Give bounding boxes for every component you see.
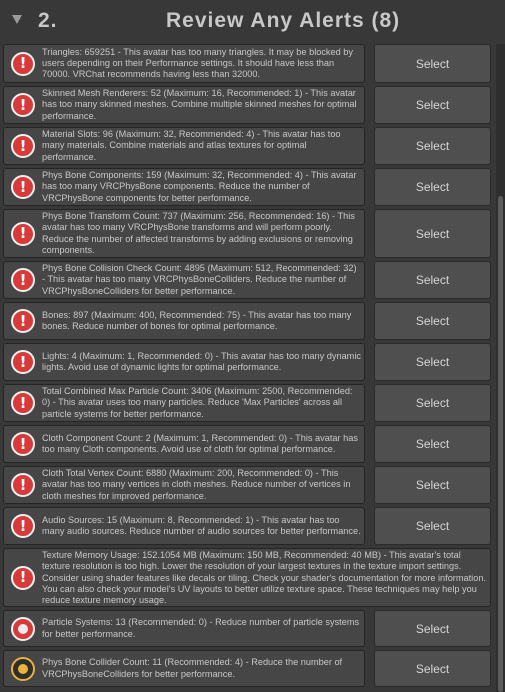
step-number: 2. <box>38 9 58 32</box>
alert-text: Triangles: 659251 - This avatar has too many triangles. It may be blocked by users depending on their Performance settings. It should have less than 70000. VRChat recommends having less than 32000. <box>42 46 354 80</box>
alert-row <box>3 127 496 165</box>
exclamation-glyph: ! <box>19 516 27 535</box>
error-icon <box>11 432 35 456</box>
alert-row <box>3 466 496 504</box>
alert-text: Phys Bone Collision Check Count: 4895 (Maximum: 512, Recommended: 32) - This avatar has too many VRCPhysBoneColliders. Reduce the number of VRCPhysBoneColliders for better performance. <box>42 263 357 296</box>
alert-row <box>3 384 496 422</box>
alert-row <box>3 168 496 206</box>
alert-message-box <box>3 507 365 545</box>
error-icon <box>11 473 35 497</box>
alert-text: Particle Systems: 13 (Recommended: 0) - Reduce number of particle systems for better performance. <box>42 617 360 639</box>
alert-text: Lights: 4 (Maximum: 1, Recommended: 0) - This avatar has too many dynamic lights. Avoid use of dynamic lights for optimal performance. <box>42 350 361 372</box>
alert-message-box <box>3 127 365 165</box>
section-header <box>0 0 505 44</box>
alert-message-box <box>3 209 365 258</box>
alert-message-box <box>3 610 365 647</box>
alert-message-box <box>3 44 365 83</box>
exclamation-glyph: ! <box>19 352 27 371</box>
alert-row <box>3 86 496 124</box>
alert-list <box>3 44 496 692</box>
exclamation-glyph: ! <box>19 270 27 289</box>
select-button[interactable]: Select <box>374 302 491 340</box>
alert-text: Bones: 897 (Maximum: 400, Recommended: 75) - This avatar has too many bones. Reduce number of bones for optimal performance. <box>42 309 352 331</box>
alert-message-box <box>3 261 365 299</box>
select-button[interactable]: Select <box>374 168 491 206</box>
alert-text: Total Combined Max Particle Count: 3406 (Maximum: 2500, Recommended: 0) - This avatar uses too many particles. Reduce 'Max Particles' across all particle systems for better performance. <box>42 386 353 419</box>
alert-row <box>3 302 496 340</box>
alert-row <box>3 650 496 687</box>
exclamation-glyph: ! <box>19 136 27 155</box>
exclamation-glyph: ! <box>19 54 27 72</box>
alert-row <box>3 209 496 258</box>
error-icon <box>11 268 35 292</box>
alert-message-box <box>3 343 365 381</box>
alert-text: Cloth Total Vertex Count: 6880 (Maximum: 200, Recommended: 0) - This avatar has too many vertices in cloth meshes. Reduce number of vertices in cloth meshes for improved performance. <box>42 468 351 501</box>
error-icon <box>11 514 35 538</box>
alert-row <box>3 261 496 299</box>
select-button[interactable]: Select <box>374 384 491 422</box>
alert-row <box>3 548 496 607</box>
alert-text: Texture Memory Usage: 152.1054 MB (Maximum: 150 MB, Recommended: 40 MB) - This avatar's total texture resolution is too high. Lower the resolution of your largest textures in the texture import settings. Consider using shader features like decals or tiling. Check your shader's documentation for more information. You can also check your model's UV layouts to better utilize texture space. These techniques may help you reduce texture memory usage. <box>42 550 486 605</box>
error-icon <box>11 350 35 374</box>
select-button[interactable]: Select <box>374 425 491 463</box>
alert-text: Phys Bone Collider Count: 11 (Recommended: 4) - Reduce the number of VRCPhysBoneColliders for better performance. <box>42 657 343 679</box>
error-icon <box>11 175 35 199</box>
alert-message-box <box>3 425 365 463</box>
exclamation-glyph: ! <box>19 311 27 330</box>
alert-message-box <box>3 302 365 340</box>
alert-text: Phys Bone Transform Count: 737 (Maximum: 256, Recommended: 16) - This avatar has too many VRCPhysBone transforms and will perform poorly. Reduce the number of affected transforms by adding exclusions or removing components. <box>42 211 355 255</box>
warning-icon <box>11 657 35 681</box>
error-icon <box>11 222 35 246</box>
select-button[interactable]: Select <box>374 466 491 504</box>
alert-text: Phys Bone Components: 159 (Maximum: 32, Recommended: 4) - This avatar has too many VRCPhysBone components. Reduce the number of VRCPhysBone components for better performance. <box>42 170 357 203</box>
alert-row <box>3 425 496 463</box>
alert-text: Audio Sources: 15 (Maximum: 8, Recommended: 1) - This avatar has too many audio sources. Reduce number of audio sources for better performance. <box>42 514 361 536</box>
alert-text: Material Slots: 96 (Maximum: 32, Recommended: 4) - This avatar has too many materials. Combine materials and atlas textures for optimal performance. <box>42 129 341 162</box>
error-icon <box>11 566 35 590</box>
select-button[interactable]: Select <box>374 86 491 124</box>
exclamation-glyph: ! <box>19 475 27 494</box>
exclamation-glyph: ! <box>19 434 27 453</box>
select-button[interactable]: Select <box>374 44 491 83</box>
exclamation-glyph: ! <box>19 177 27 196</box>
exclamation-glyph: ! <box>19 224 27 242</box>
select-button[interactable]: Select <box>374 610 491 647</box>
alert-text: Cloth Component Count: 2 (Maximum: 1, Recommended: 0) - This avatar has too many Cloth components. Avoid use of cloth for optimal performance. <box>42 432 358 454</box>
info-icon <box>11 617 35 641</box>
select-button[interactable]: Select <box>374 209 491 258</box>
select-button[interactable]: Select <box>374 261 491 299</box>
exclamation-glyph: ! <box>19 95 27 114</box>
scrollbar-thumb[interactable] <box>498 196 503 692</box>
error-icon <box>11 309 35 333</box>
exclamation-glyph: ! <box>19 568 27 586</box>
select-button[interactable]: Select <box>374 343 491 381</box>
select-button[interactable]: Select <box>374 507 491 545</box>
alert-message-box <box>3 384 365 422</box>
error-icon <box>11 52 35 76</box>
error-icon <box>11 391 35 415</box>
alert-text: Skinned Mesh Renderers: 52 (Maximum: 16, Recommended: 1) - This avatar has too many skinned meshes. Combine multiple skinned meshes for optimal performance. <box>42 88 357 121</box>
alert-row <box>3 610 496 647</box>
alert-message-box <box>3 86 365 124</box>
select-button[interactable]: Select <box>374 127 491 165</box>
alert-message-box <box>3 168 365 206</box>
alert-message-box <box>3 548 491 607</box>
alert-row <box>3 44 496 83</box>
alert-row <box>3 343 496 381</box>
section-title: Review Any Alerts (8) <box>166 9 401 32</box>
select-button[interactable]: Select <box>374 650 491 687</box>
alert-row <box>3 507 496 545</box>
alert-message-box <box>3 650 365 687</box>
error-icon <box>11 93 35 117</box>
error-icon <box>11 134 35 158</box>
foldout-triangle-icon[interactable] <box>12 15 22 24</box>
alert-message-box <box>3 466 365 504</box>
exclamation-glyph: ! <box>19 393 27 412</box>
